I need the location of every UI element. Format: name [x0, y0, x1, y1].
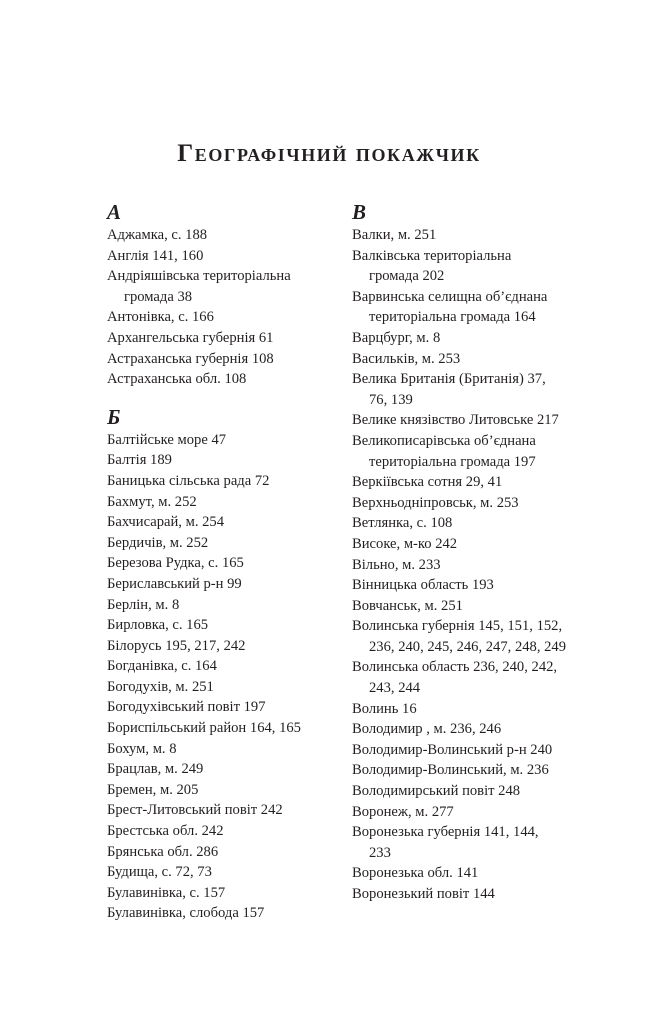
- index-entry-text: Англія 141, 160: [107, 247, 204, 264]
- index-entry-text: Богданівка, с. 164: [107, 658, 217, 675]
- index-entry-continuation: 236, 240, 245, 246, 247, 248, 249: [369, 638, 567, 655]
- index-entry-text: Верхньодніпровськ, м. 253: [352, 494, 519, 511]
- index-entry: [352, 513, 612, 534]
- index-entry: [107, 574, 342, 595]
- index-entry: [352, 349, 612, 370]
- index-entry-text: Бориспільський район 164, 165: [107, 720, 301, 737]
- index-entry-text: Воронеж, м. 277: [352, 803, 454, 820]
- index-entry-text: Бериславський р-н 99: [107, 575, 242, 592]
- index-entry-text: Валки, м. 251: [352, 227, 437, 243]
- index-entry-text: Варцбург, м. 8: [352, 329, 441, 346]
- index-entry: [107, 450, 342, 471]
- index-entry: [107, 759, 342, 780]
- index-entry-text: Вінницька область 193: [352, 577, 494, 594]
- index-entry-text: Бахмут, м. 252: [107, 493, 197, 510]
- index-entry: [352, 822, 612, 863]
- index-entry-text: Бахчисарай, м. 254: [107, 514, 225, 531]
- index-entry: [107, 821, 342, 842]
- index-entry: [352, 431, 612, 472]
- index-entry: [107, 266, 342, 307]
- index-entry: [352, 555, 612, 576]
- index-entry: [352, 493, 612, 514]
- index-entry: [107, 800, 342, 821]
- index-entry-text: Веркіївська сотня 29, 41: [352, 474, 503, 491]
- index-entry-text: Будища, с. 72, 73: [107, 864, 212, 881]
- index-entry: [352, 884, 612, 905]
- index-entry: [352, 287, 612, 328]
- index-entry-text: Антонівка, с. 166: [107, 309, 214, 326]
- index-entry: [107, 780, 342, 801]
- index-entry-continuation: 76, 139: [369, 391, 413, 408]
- index-entry-text: Архангельська губернія 61: [107, 329, 274, 346]
- index-entry-text: Богодухів, м. 251: [107, 678, 214, 695]
- index-section: [107, 404, 342, 924]
- index-entry-text: Високе, м-ко 242: [352, 535, 458, 552]
- index-entry: [352, 246, 612, 287]
- index-entry: [107, 677, 342, 698]
- index-column-right: [352, 199, 612, 905]
- index-entry: [352, 225, 612, 246]
- index-entry: [107, 697, 342, 718]
- index-entry: [107, 533, 342, 554]
- index-entry-text: Воронезька обл. 141: [352, 865, 479, 882]
- index-entry: [352, 596, 612, 617]
- index-entry-text: Бохум, м. 8: [107, 740, 177, 757]
- index-section: [107, 199, 342, 390]
- index-entry: [352, 616, 612, 657]
- index-entry: [352, 575, 612, 596]
- index-entry: [107, 862, 342, 883]
- index-entry: [352, 760, 612, 781]
- index-entry-text: Брестська обл. 242: [107, 823, 224, 840]
- index-entry-continuation: 233: [369, 844, 391, 861]
- index-entry: [352, 328, 612, 349]
- index-entry-text: Балтійське море 47: [107, 431, 227, 448]
- index-entry: [352, 534, 612, 555]
- index-entry-text: Бердичів, м. 252: [107, 534, 209, 551]
- index-entry: [352, 802, 612, 823]
- index-entry-text: Валківська територіальна: [352, 247, 512, 264]
- index-entry-continuation: 243, 244: [369, 680, 421, 697]
- index-entry: [352, 410, 612, 431]
- index-entry: [107, 636, 342, 657]
- index-entry-continuation: громада 202: [369, 268, 445, 285]
- index-entry-text: Астраханська обл. 108: [107, 371, 247, 388]
- index-entry: [352, 781, 612, 802]
- index-entry-text: Балтія 189: [107, 452, 172, 469]
- index-entry: [107, 225, 342, 246]
- index-entry-text: Берлін, м. 8: [107, 596, 180, 613]
- index-entry-text: Андріяшівська територіальна: [107, 268, 291, 285]
- index-entry-text: Брянська обл. 286: [107, 843, 219, 860]
- index-entry: [107, 903, 342, 924]
- index-entry: [107, 328, 342, 349]
- index-entry-text: Велике князівство Литовське 217: [352, 412, 559, 429]
- index-entry-text: Березова Рудка, с. 165: [107, 555, 244, 572]
- index-entry-text: Богодухівський повіт 197: [107, 699, 266, 716]
- index-entry: [107, 430, 342, 451]
- index-entry: [107, 842, 342, 863]
- index-entry-text: Великописарівська об’єднана: [352, 432, 536, 449]
- index-entry-text: Волинська область 236, 240, 242,: [352, 659, 558, 676]
- index-entry-text: Васильків, м. 253: [352, 350, 461, 367]
- index-entry: [352, 740, 612, 761]
- index-entry: [352, 657, 612, 698]
- index-entry: [107, 883, 342, 904]
- index-entry: [107, 595, 342, 616]
- index-entry: [107, 739, 342, 760]
- index-entry: [107, 246, 342, 267]
- index-section: [352, 199, 612, 905]
- index-entry-text: Володимирський повіт 248: [352, 783, 521, 800]
- index-entry-text: Булавинівка, с. 157: [107, 884, 226, 901]
- index-entry: [352, 369, 612, 410]
- index-entry: [107, 512, 342, 533]
- index-entry: [107, 492, 342, 513]
- index-entry-text: Володимир-Волинський р-н 240: [352, 741, 553, 758]
- index-entry-continuation: територіальна громада 164: [369, 309, 536, 326]
- index-entry-text: Володимир-Волинський, м. 236: [352, 762, 549, 779]
- index-entry-continuation: громада 38: [124, 288, 193, 305]
- index-entry-text: Баницька сільська рада 72: [107, 472, 270, 489]
- section-letter: Б: [107, 404, 121, 429]
- index-entry-continuation: територіальна громада 197: [369, 453, 536, 470]
- index-entry: [107, 307, 342, 328]
- index-entry: [107, 615, 342, 636]
- index-entry: [352, 719, 612, 740]
- index-entry-text: Ветлянка, с. 108: [352, 515, 453, 532]
- index-entry: [352, 699, 612, 720]
- page-title: Географічний покажчик: [177, 140, 481, 167]
- index-entry-text: Волинь 16: [352, 700, 417, 717]
- index-entry-text: Брест-Литовський повіт 242: [107, 802, 283, 819]
- index-entry-text: Воронезька губернія 141, 144,: [352, 824, 539, 841]
- index-entry-text: Вовчанськ, м. 251: [352, 597, 463, 614]
- index-entry: [107, 349, 342, 370]
- index-entry-text: Вільно, м. 233: [352, 556, 441, 573]
- index-entry-text: Володимир , м. 236, 246: [352, 721, 502, 738]
- index-entry: [352, 863, 612, 884]
- index-entry-text: Воронезький повіт 144: [352, 886, 495, 902]
- index-entry-text: Велика Британія (Британія) 37,: [352, 371, 546, 388]
- index-entry: [107, 553, 342, 574]
- section-letter: В: [352, 200, 367, 224]
- index-entry-text: Волинська губернія 145, 151, 152,: [352, 618, 563, 635]
- index-entry-text: Булавинівка, слобода 157: [107, 905, 265, 922]
- index-entry: [352, 472, 612, 493]
- index-entry-text: Білорусь 195, 217, 242: [107, 637, 246, 654]
- index-entry-text: Брацлав, м. 249: [107, 761, 204, 778]
- index-entry: [107, 471, 342, 492]
- index-column-left: [107, 199, 342, 924]
- index-entry-text: Астраханська губернія 108: [107, 350, 274, 367]
- index-entry: [107, 656, 342, 677]
- index-entry: [107, 718, 342, 739]
- index-entry-text: Аджамка, с. 188: [107, 227, 208, 243]
- index-entry-text: Бирловка, с. 165: [107, 617, 209, 634]
- index-entry-text: Варвинська селищна об’єднана: [352, 288, 548, 305]
- section-letter: А: [107, 200, 122, 224]
- index-entry: [107, 369, 342, 390]
- index-entry-text: Бремен, м. 205: [107, 781, 199, 798]
